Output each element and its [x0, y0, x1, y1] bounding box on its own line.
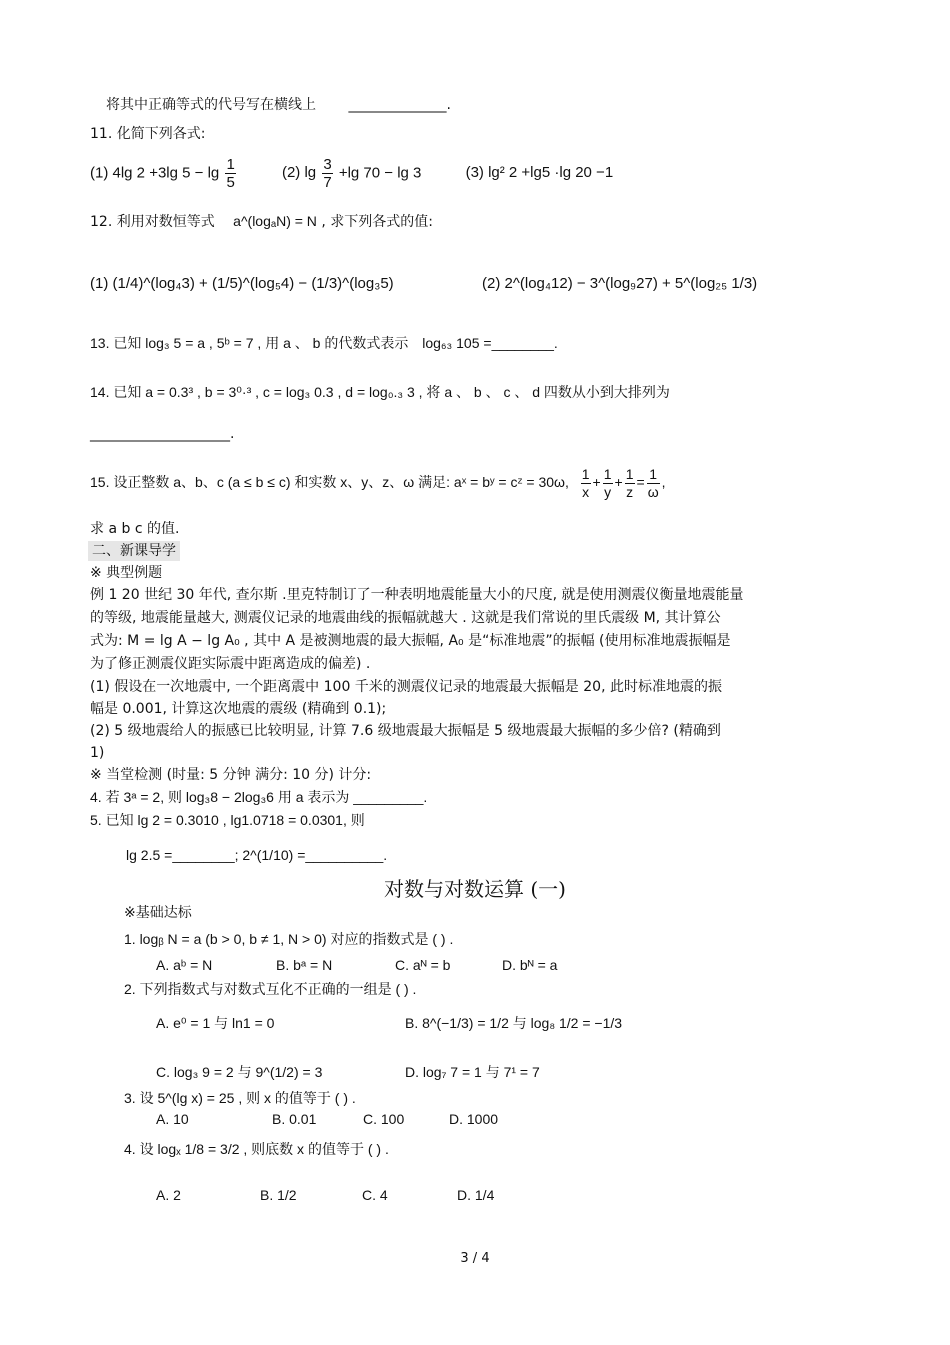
instruction-text: 将其中正确等式的代号写在横线上 — [106, 97, 316, 113]
example-line-4: 为了修正测震仪距实际震中距离造成的偏差) . — [90, 656, 371, 672]
q15-frac-omega: $\frac{1}{\omega}$ — [647, 466, 659, 500]
example-line-6: 幅是 0.001, 计算这次地震的震级 (精确到 0.1); — [90, 701, 387, 717]
example-line-5: (1) 假设在一次地震中, 一个距离震中 100 千米的测震仪记录的地震最大振幅是 20, 此时标准地震的振 — [90, 679, 722, 695]
q1-option-c: C. aᴺ = b — [395, 957, 451, 973]
document-title: 对数与对数运算 (一) — [384, 877, 566, 901]
q15-line2: 求 a b c 的值. — [90, 521, 180, 537]
q12-ask: , 求下列各式的值: — [321, 214, 433, 230]
q11-fraction-1: $\frac{1}{5}$ — [226, 156, 235, 191]
q11-title: 11. 化简下列各式: — [90, 126, 206, 142]
q4-option-b: B. 1/2 — [260, 1187, 297, 1203]
q11-expressions — [90, 156, 613, 191]
q1-option-b: B. bᵃ = N — [276, 957, 333, 973]
q15-frac-y: $\frac{1}{y}$ — [603, 466, 612, 500]
answer-blank: ______________. — [348, 97, 451, 113]
q2-option-d: D. log₇ 7 = 1 与 7¹ = 7 — [405, 1064, 540, 1080]
check-q5: 5. 已知 lg 2 = 0.3010 , lg1.0718 = 0.0301, 则 — [90, 812, 365, 828]
check-q5-blanks: lg 2.5 =________; 2^(1/10) =__________. — [126, 847, 388, 863]
q14-text: 14. 已知 a = 0.3³ , b = 3⁰·³ , c = log₃ 0.3 , d = log₀.₃ 3 , 将 a 、 b 、 c 、 d 四数从小到大排列为 — [90, 384, 670, 400]
q4-option-c: C. 4 — [362, 1187, 388, 1203]
basics-q4: 4. 设 logₓ 1/8 = 3/2 , 则底数 x 的值等于 ( ) . — [124, 1141, 389, 1157]
section-title: 二、新课导学 — [88, 541, 180, 561]
q13-text: 13. 已知 log₃ 5 = a , 5ᵇ = 7 , 用 a 、 b 的代数式表示 — [90, 335, 409, 351]
q11-fraction-2: $\frac{3}{7}$ — [323, 156, 332, 191]
example-line-2: 的等级, 地震能量越大, 测震仪记录的地震曲线的振幅就越大 . 这就是我们常说的里氏震级 M, 其计算公 — [90, 610, 721, 626]
q12-title — [90, 211, 433, 232]
q12-intro: 12. 利用对数恒等式 — [90, 214, 215, 230]
q15-text: 15. 设正整数 a、b、c (a ≤ b ≤ c) 和实数 x、y、z、ω 满足: aˣ = bʸ = cᶻ = 30ω, — [90, 474, 569, 491]
page-number: 3 / 4 — [460, 1251, 490, 1266]
q11-part1: (1) 4lg 2 +3lg 5 − lg — [90, 164, 220, 182]
q11-part2: (2) lg — [281, 164, 317, 182]
q3-option-d: D. 1000 — [449, 1111, 499, 1127]
q12-identity: a^(logₐN) = N — [233, 213, 317, 229]
basics-heading: ※基础达标 — [124, 905, 192, 921]
q3-option-c: C. 100 — [363, 1111, 405, 1127]
q11-part2-rest: +lg 70 − lg 3 — [338, 164, 422, 182]
q15: 15. 设正整数 a、b、c (a ≤ b ≤ c) 和实数 x、y、z、ω 满足: aˣ = bʸ = cᶻ = 30ω, $\frac{1}{x}$ + $\frac{1}{y}$ + $\frac{1}{z}$ = $\frac{1}{\omega}$ , — [90, 466, 666, 500]
q4-option-d: D. 1/4 — [457, 1187, 495, 1203]
q15-frac-x: $\frac{1}{x}$ — [581, 466, 590, 500]
q13 — [90, 333, 558, 353]
basics-q3: 3. 设 5^(lg x) = 25 , 则 x 的值等于 ( ) . — [124, 1090, 356, 1106]
check-q4: 4. 若 3ᵃ = 2, 则 log₃8 − 2log₃6 用 a 表示为 _________. — [90, 789, 428, 805]
q2-option-c: C. log₃ 9 = 2 与 9^(1/2) = 3 — [156, 1064, 323, 1080]
instruction-line — [106, 95, 451, 115]
q1-option-d: D. bᴺ = a — [502, 957, 558, 973]
q11-part3: (3) lg² 2 +lg5 ·lg 20 −1 — [465, 164, 614, 182]
q2-option-a: A. e⁰ = 1 与 ln1 = 0 — [156, 1015, 275, 1031]
q13-blank: log₆₃ 105 =________. — [422, 335, 558, 351]
example-line-7: (2) 5 级地震给人的振感已比较明显, 计算 7.6 级地震最大振幅是 5 级地震最大振幅的多少倍? (精确到 — [90, 723, 721, 739]
basics-q2: 2. 下列指数式与对数式互化不正确的一组是 ( ) . — [124, 981, 417, 997]
check-heading: ※ 当堂检测 (时量: 5 分钟 满分: 10 分) 计分: — [90, 767, 372, 783]
q1-option-a: A. aᵇ = N — [156, 957, 213, 973]
basics-q1: 1. logᵦ N = a (b > 0, b ≠ 1, N > 0) 对应的指数式是 ( ) . — [124, 931, 454, 947]
example-heading: ※ 典型例题 — [90, 565, 163, 581]
q14-blank: ____________________. — [90, 426, 235, 442]
q12-part2: (2) 2^(log₄12) − 3^(log₉27) + 5^(log₂₅ 1/3) — [482, 275, 758, 292]
example-line-8: 1) — [90, 745, 105, 761]
q3-option-a: A. 10 — [156, 1111, 189, 1127]
q15-frac-z: $\frac{1}{z}$ — [625, 466, 634, 500]
example-line-3: 式为: M = lg A − lg A₀ , 其中 A 是被测地震的最大振幅, A₀ 是“标准地震”的振幅 (使用标准地震振幅是 — [90, 633, 731, 649]
q4-option-a: A. 2 — [156, 1187, 181, 1203]
example-line-1: 例 1 20 世纪 30 年代, 查尔斯 .里克特制订了一种表明地震能量大小的尺度, 就是使用测震仪衡量地震能量 — [90, 587, 744, 603]
q12-part1: (1) (1/4)^(log₄3) + (1/5)^(log₅4) − (1/3)^(log₃5) — [90, 275, 394, 292]
q2-option-b: B. 8^(−1/3) = 1/2 与 log₈ 1/2 = −1/3 — [405, 1015, 623, 1031]
q3-option-b: B. 0.01 — [272, 1111, 317, 1127]
